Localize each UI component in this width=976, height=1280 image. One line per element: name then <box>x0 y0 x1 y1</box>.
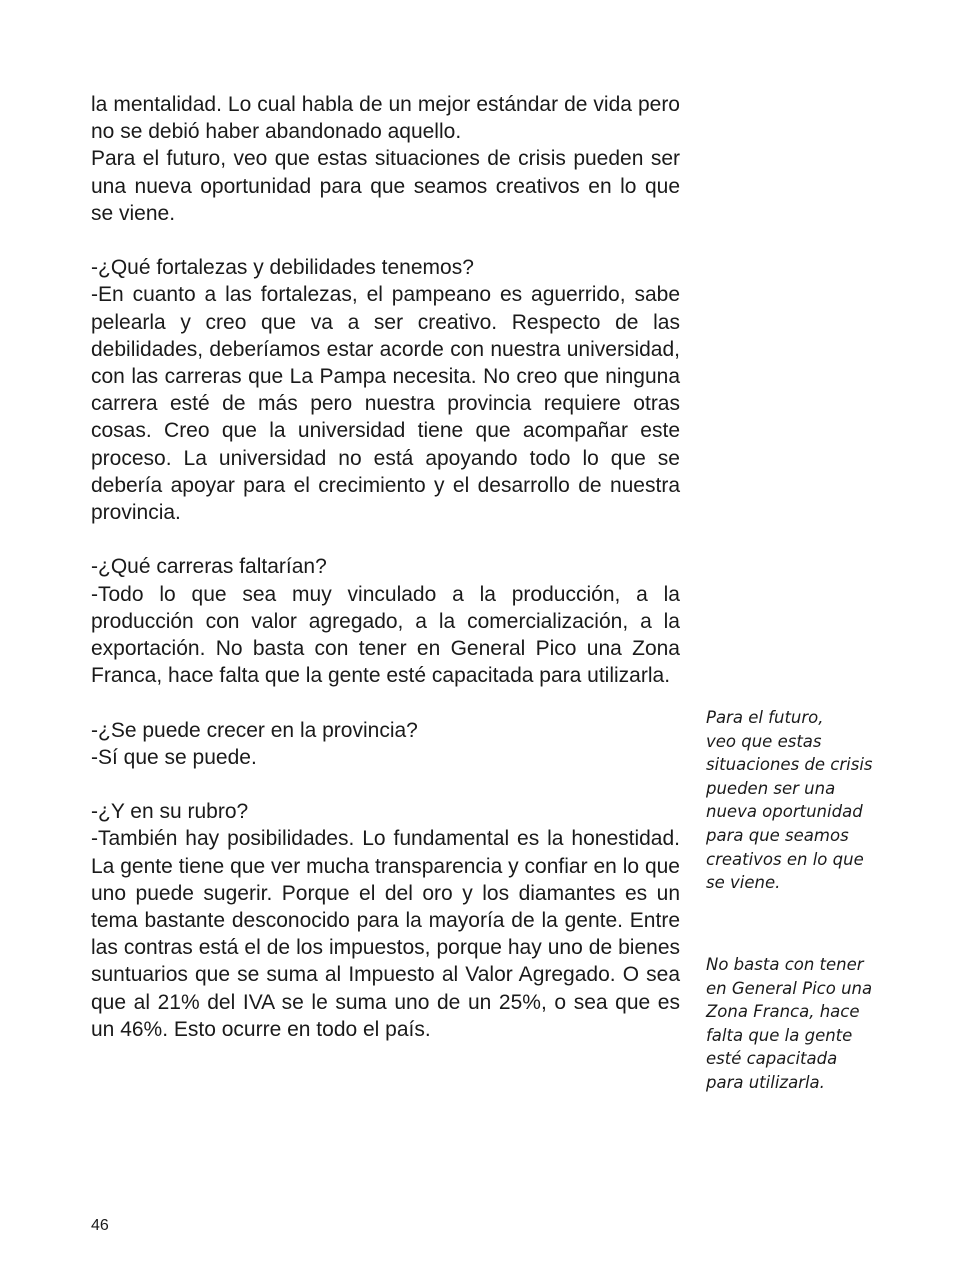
paragraph-gap <box>91 526 680 553</box>
pull-quote-crisis <box>706 706 896 895</box>
page-number: 46 <box>91 1217 109 1234</box>
pull-quote-line: No basta con tener <box>706 955 864 974</box>
pull-quote-line: situaciones de crisis <box>706 755 873 775</box>
pull-quote-zona-franca <box>706 953 896 1095</box>
pull-quote-line: falta que la gente <box>706 1025 853 1045</box>
interview-question: -¿Se puede crecer en la provincia? <box>91 718 418 742</box>
interview-question: -¿Y en su rubro? <box>91 800 249 824</box>
pull-quote-line: para que seamos <box>706 825 849 845</box>
interview-answer: -También hay posibilidades. Lo fundamental es la honestidad. La gente tiene que ver mucha transparencia y confiar en lo que uno puede sugerir. Porque el del oro y los diamantes es un tema bastante desconocido para la mayoría de la gente. Entre las contras está el de los impuestos, porque hay uno de bienes suntuarios que se suma al Impuesto al Valor Agregado. O sea que al 21% del IVA se le suma uno de un 25%, o sea que es un 46%. Esto ocurre en todo el país. <box>91 827 680 1041</box>
pull-quote-line: Zona Franca, hace <box>706 1002 860 1022</box>
pull-quote-line: nueva oportunidad <box>706 802 863 822</box>
interview-answer: -Todo lo que sea muy vinculado a la producción, a la producción con valor agregado, a la comercialización, a la exportación. No basta con tener en General Pico una Zona Franca, hace falta que la gente esté capacitada para utilizarla. <box>91 582 680 688</box>
paragraph-gap <box>91 689 680 716</box>
pull-quote-line: veo que estas <box>706 731 822 751</box>
body-paragraph: Para el futuro, veo que estas situaciones de crisis pueden ser una nueva oportunidad para que seamos creativos en lo que se viene. <box>91 147 680 225</box>
paragraph-gap <box>91 227 680 254</box>
pull-quote-line: esté capacitada <box>706 1049 838 1069</box>
interview-question: -¿Qué carreras faltarían? <box>91 555 327 579</box>
pull-quote-line: en General Pico una <box>706 978 873 998</box>
pull-quote-line: Para el futuro, <box>706 708 824 727</box>
pull-quote-line: se viene. <box>706 873 781 893</box>
pull-quote-line: para utilizarla. <box>706 1072 825 1092</box>
interview-question: -¿Qué fortalezas y debilidades tenemos? <box>91 256 474 280</box>
pull-quote-line: pueden ser una <box>706 778 836 798</box>
interview-answer: -En cuanto a las fortalezas, el pampeano es aguerrido, sabe pelearla y creo que va a ser creativo. Respecto de las debilidades, deberíamos estar acorde con nuestra universidad, con las carreras que La Pampa necesita. No creo que ninguna carrera esté de más pero nuestra provincia requiere otras cosas. Creo que la universidad tiene que acompañar este proceso. La universidad no está apoyando todo lo que se debería apoyar para el crecimiento y el desarrollo de nuestra provincia. <box>91 283 680 525</box>
interview-answer: -Sí que se puede. <box>91 745 257 769</box>
pull-quote-line: creativos en lo que <box>706 849 864 869</box>
paragraph-gap <box>91 771 680 798</box>
main-text-column <box>91 91 680 1043</box>
body-paragraph: la mentalidad. Lo cual habla de un mejor estándar de vida pero no se debió haber abandonado aquello. <box>91 93 680 144</box>
